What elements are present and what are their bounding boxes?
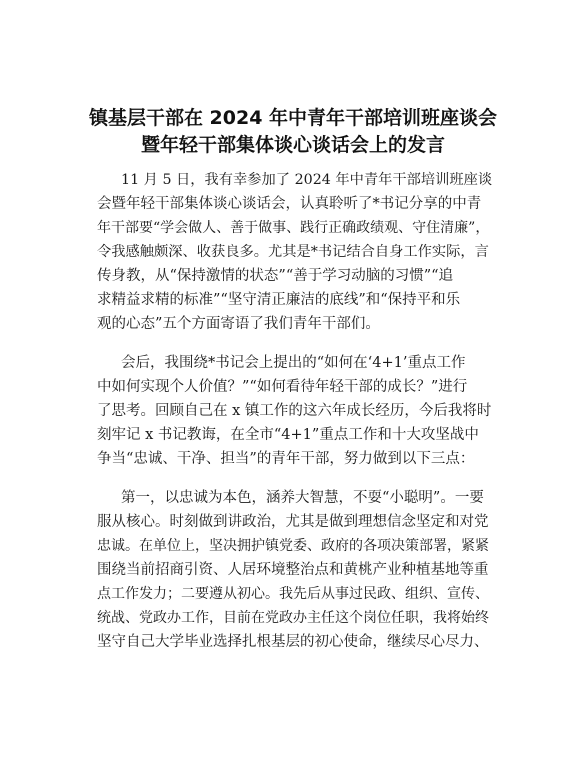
paragraph-2-line-1: 会后，我围绕*书记会上提出的“如何在‘4+1’重点工作 [121,355,466,371]
paragraph-3-line-5: 点工作发力；二要遵从初心。我先后从事过民政、组织、宣传、 [97,586,489,602]
paragraph-3-line-6: 统战、党政办工作，目前在党政办主任这个岗位任职，我将始终 [97,610,489,626]
paragraph-1-line-1: 11 月 5 日，我有幸参加了 2024 年中青年干部培训班座谈 [121,172,493,188]
paragraph-2-line-4: 刻牢记 x 书记教诲，在全市“4+1”重点工作和十大攻坚战中 [97,427,479,443]
paragraph-1-line-2: 会暨年轻干部集体谈心谈话会，认真聆听了*书记分享的中青 [97,196,482,212]
paragraph-1-line-5: 传身教，从“保持激情的状态”“善于学习动脑的习惯”“追 [97,268,454,284]
paragraph-1-line-6: 求精益求精的标准”“坚守清正廉洁的底线”和“保持平和乐 [97,292,461,308]
paragraph-2-line-5: 争当“忠诚、干净、担当”的青年干部，努力做到以下三点： [97,451,475,467]
paragraph-3-line-2: 服从核心。时刻做到讲政治，尤其是做到理想信念坚定和对党 [97,514,489,530]
document-title-line-1: 镇基层干部在 2024 年中青年干部培训班座谈会 [88,107,498,129]
document-title-line-2: 暨年轻干部集体谈心谈话会上的发言 [140,134,445,156]
paragraph-1-line-7: 观的心态”五个方面寄语了我们青年干部们。 [97,316,380,332]
paragraph-2-line-2: 中如何实现个人价值？”“如何看待年轻干部的成长？”进行 [97,379,468,395]
paragraph-3-line-7: 坚守自己大学毕业选择扎根基层的初心使命，继续尽心尽力、 [97,634,489,650]
paragraph-1-line-3: 年干部要“学会做人、善于做事、践行正确政绩观、守住清廉”， [97,220,490,236]
paragraph-2-line-3: 了思考。回顾自己在 x 镇工作的这六年成长经历，今后我将时 [97,403,492,419]
paragraph-3-line-3: 忠诚。在单位上，坚决拥护镇党委、政府的各项决策部署，紧紧 [97,538,489,554]
paragraph-1-line-4: 令我感触颇深、收获良多。尤其是*书记结合自身工作实际，言 [97,244,489,260]
paragraph-3-line-4: 围绕当前招商引资、人居环境整治点和黄桃产业种植基地等重 [97,562,489,578]
paragraph-3-line-1: 第一，以忠诚为本色，涵养大智慧，不耍“小聪明”。一要 [121,490,484,506]
